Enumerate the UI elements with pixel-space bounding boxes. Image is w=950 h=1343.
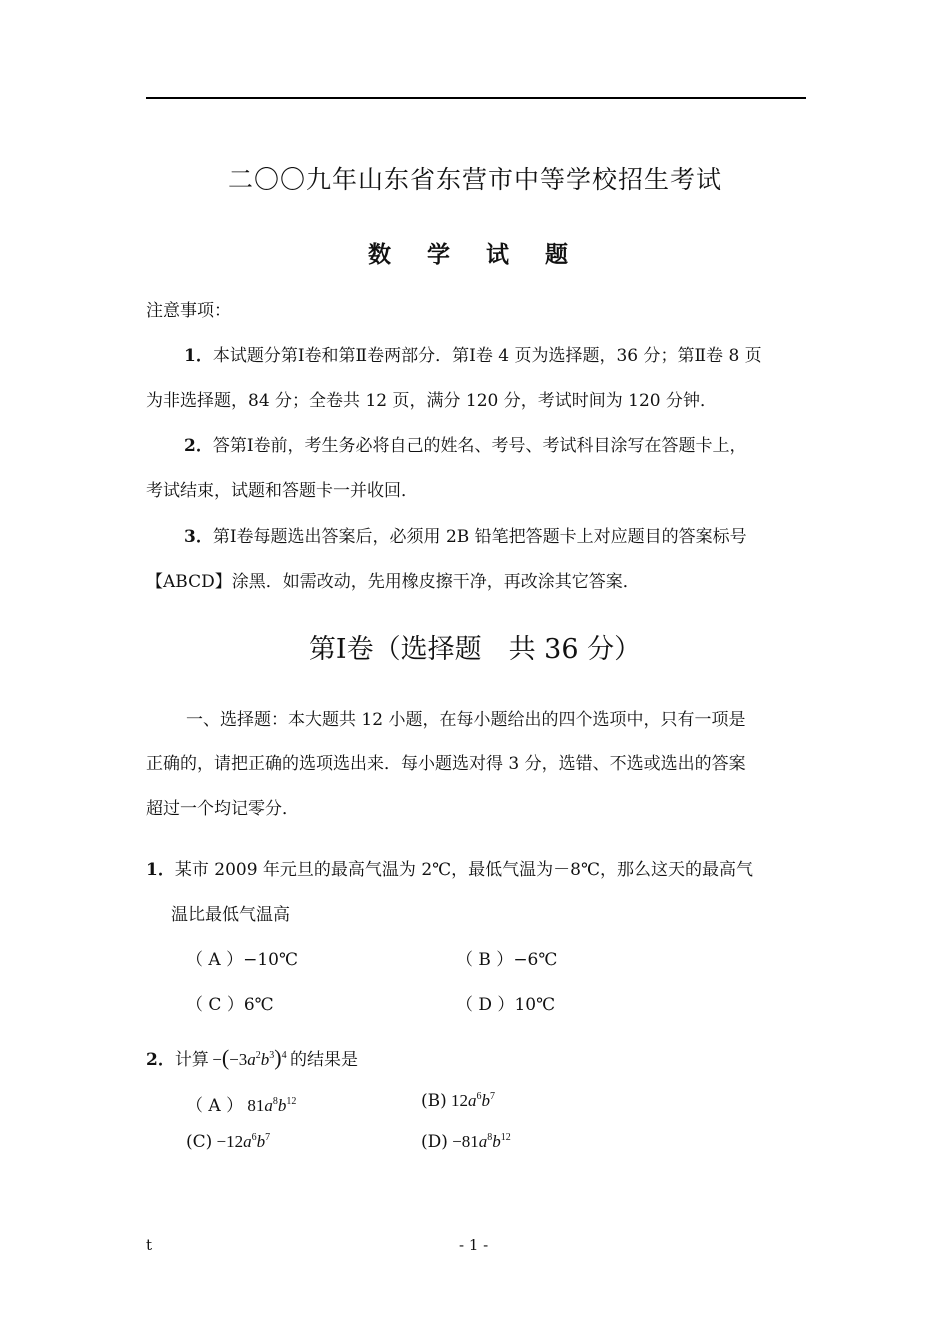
question-1-option-c: （ C ）6℃	[186, 995, 274, 1015]
question-1-option-b: （ B ）−6℃	[456, 950, 558, 970]
question-2-stem: 2．计算 $-(-3a^2b^3)^4$ 的结果是	[146, 1045, 358, 1070]
exam-title: 二〇〇九年山东省东营市中等学校招生考试	[227, 165, 722, 194]
question-2-option-d: $(D) -81a^8b^{12}$	[421, 1132, 511, 1152]
question-2-expression: $-(-3a^2b^3)^4$	[208, 1045, 287, 1070]
footer-left-mark: t	[146, 1236, 153, 1254]
section-intro-line3: 超过一个均记零分．	[146, 799, 299, 819]
notice-item-1-line2: 为非选择题，84 分；全卷共 12 页，满分 120 分，考试时间为 120 分钟．	[146, 391, 717, 411]
header-rule	[146, 97, 806, 99]
exam-subtitle: 数 学 试 题	[367, 241, 583, 268]
question-1-option-a: （ A ）−10℃	[186, 950, 298, 970]
notice-item-2-line1: 2．答第Ⅰ卷前，考生务必将自己的姓名、考号、考试科目涂写在答题卡上，	[184, 436, 747, 456]
notice-item-3-line1: 3．第Ⅰ卷每题选出答案后，必须用 2B 铅笔把答题卡上对应题目的答案标号	[184, 527, 747, 547]
question-1-option-d: （ D ）10℃	[456, 995, 556, 1015]
notice-item-3-line2: 【ABCD】涂黑．如需改动，先用橡皮擦干净，再改涂其它答案．	[146, 572, 640, 592]
section-intro-line1: 一、选择题：本大题共 12 小题，在每小题给出的四个选项中，只有一项是	[186, 710, 746, 730]
page-number: - 1 -	[459, 1236, 489, 1254]
question-1-line2: 温比最低气温高	[171, 905, 290, 925]
question-2-option-a: （ A ） $81a^8b^{12}$	[186, 1096, 297, 1116]
section-title: 第Ⅰ卷（选择题 共 36 分）	[308, 634, 642, 665]
question-2-option-c: $(C) -12a^6b^7$	[186, 1132, 271, 1152]
section-intro-line2: 正确的，请把正确的选项选出来．每小题选对得 3 分，选错、不选或选出的答案	[146, 754, 746, 774]
notice-heading: 注意事项：	[146, 301, 231, 321]
question-2-option-b: (B) $12a^6b^7$	[421, 1091, 496, 1111]
notice-item-1-line1: 1．本试题分第Ⅰ卷和第Ⅱ卷两部分．第Ⅰ卷 4 页为选择题，36 分；第Ⅱ卷 8 页	[184, 346, 762, 366]
question-1-line1: 1．某市 2009 年元旦的最高气温为 2℃，最低气温为－8℃，那么这天的最高气	[146, 860, 753, 880]
notice-item-2-line2: 考试结束，试题和答题卡一并收回．	[146, 481, 418, 501]
